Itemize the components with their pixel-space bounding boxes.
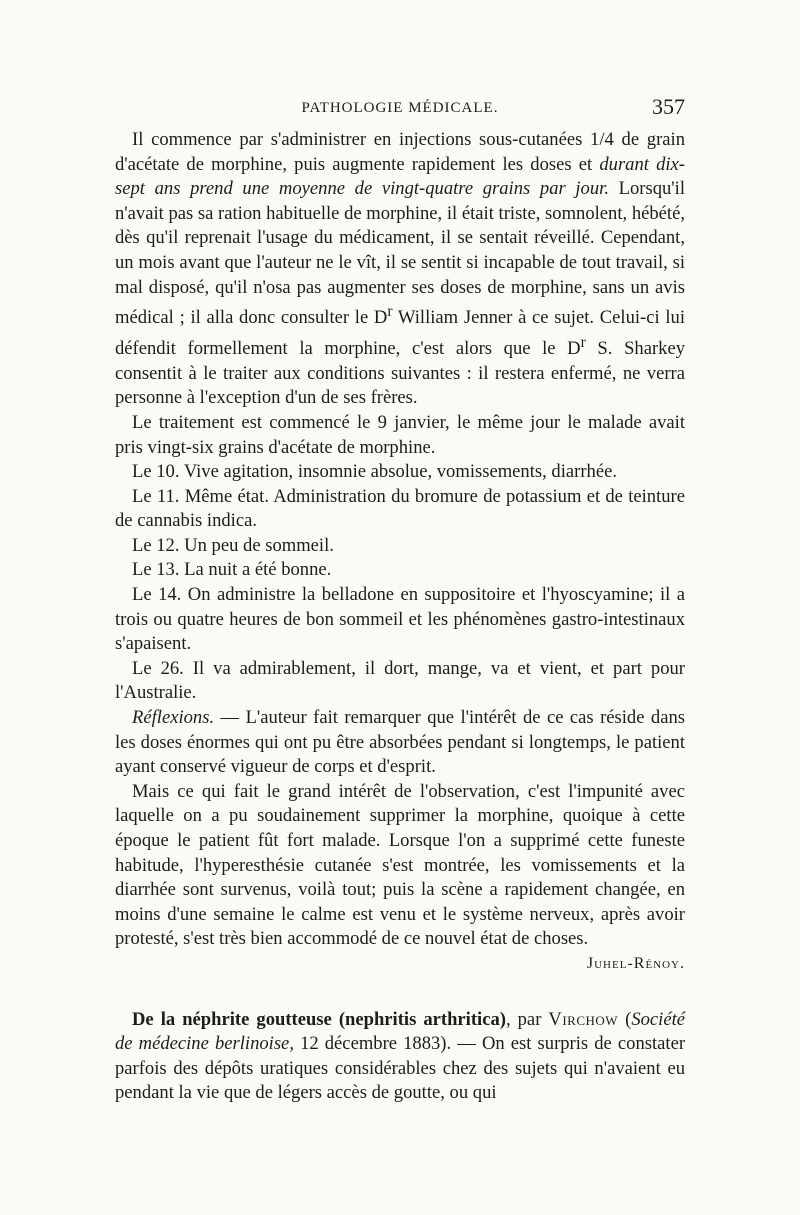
- paragraph-8: Le 26. Il va admirablement, il dort, mange, va et vient, et part pour l'Australie.: [115, 657, 685, 704]
- article-text: On est surpris de constater parfois des dépôts uratiques considérables chez des sujets qui n'avaient eu pendant la vie que de légers accès de goutte, ou qui: [115, 1033, 686, 1104]
- paragraph-1-text-b: Lorsqu'il n'avait pas sa ration habituelle de morphine, il était triste, somnolent, hébété, dès qu'il reprenait l'usage du médicament, il se sentait réveillé. Cependant, un mois avant que l'auteur ne le vît, il se sentit si incapable de tout travail, si mal disposé, qu'il n'osa pas augmenter ses doses de morphine, sans un avis médical ; il alla donc consulter le D: [115, 178, 685, 329]
- paragraph-10: Mais ce qui fait le grand intérêt de l'observation, c'est l'impunité avec laquelle on a pu soudainement supprimer la morphine, quoique à cette époque le patient fût fort malade. Lorsque l'on a supprimé cette funeste habitude, l'hyperesthésie cutanée s'est montrée, les vomissements et la diarrhée sont survenus, voilà tout; puis la scène a rapidement changée, en moins d'une semaine le calme est venu et le système nerveux, après avoir protesté, s'est très bien accommodé de ce nouvel état de choses.: [115, 780, 685, 950]
- article-paragraph: [115, 1008, 685, 1106]
- superscript-r-1: r: [387, 303, 393, 321]
- article-by: , par: [505, 1008, 549, 1030]
- running-head: [115, 94, 685, 128]
- paragraph-1-text-c: William Jenner à ce sujet. Celui-ci lui défendit formellement la morphine, c'est alors que le D: [115, 307, 686, 360]
- paragraph-9: [115, 706, 685, 780]
- paragraph-2: Le traitement est commencé le 9 janvier, le même jour le malade avait pris vingt-six grains d'acétate de morphine.: [115, 411, 685, 458]
- paragraph-1-italic: durant dix-sept ans prend une moyenne de vingt-quatre grains par jour.: [115, 153, 685, 200]
- superscript-r-2: r: [580, 333, 586, 351]
- paragraph-3: Le 10. Vive agitation, insomnie absolue, vomissements, diarrhée.: [132, 461, 617, 483]
- article-author: Virchow: [548, 1008, 619, 1030]
- paragraph-7: Le 14. On administre la belladone en suppositoire et l'hyoscyamine; il a trois ou quatre heures de bon sommeil et les phénomènes gastro-intestinaux s'apaisent.: [115, 584, 685, 655]
- running-title: PATHOLOGIE MÉDICALE.: [301, 100, 499, 116]
- page-number: 357: [652, 94, 685, 119]
- paragraph-5: Le 12. Un peu de sommeil.: [132, 534, 334, 556]
- paragraph-1-text-a: Il commence par s'administrer en injections sous-cutanées 1/4 de grain d'acétate de morphine, puis augmente rapidement les doses et: [115, 129, 685, 175]
- article-source-open: (: [618, 1008, 632, 1030]
- paragraph-1: [115, 128, 685, 411]
- paragraph-9-text: — L'auteur fait remarquer que l'intérêt de ce cas réside dans les doses énormes qui ont pu être absorbées pendant si longtemps, le patient ayant conservé vigueur de corps et d'esprit.: [115, 707, 685, 778]
- signature: Juhel-Rénoy.: [586, 954, 685, 972]
- article-date: 12 décembre 1883). —: [293, 1033, 482, 1055]
- article-title: De la néphrite goutteuse (nephritis arthritica): [132, 1008, 506, 1030]
- paragraph-4: Le 11. Même état. Administration du bromure de potassium et de teinture de cannabis indica.: [115, 485, 685, 532]
- article-source: Société de médecine berlinoise,: [115, 1008, 685, 1055]
- paragraph-6: Le 13. La nuit a été bonne.: [132, 559, 332, 581]
- paragraph-1-text-d: S. Sharkey consentit à le traiter aux conditions suivantes : il restera enfermé, ne verra personne à l'exception d'un de ses frères.: [115, 338, 685, 409]
- reflexions-label: Réflexions.: [132, 707, 215, 729]
